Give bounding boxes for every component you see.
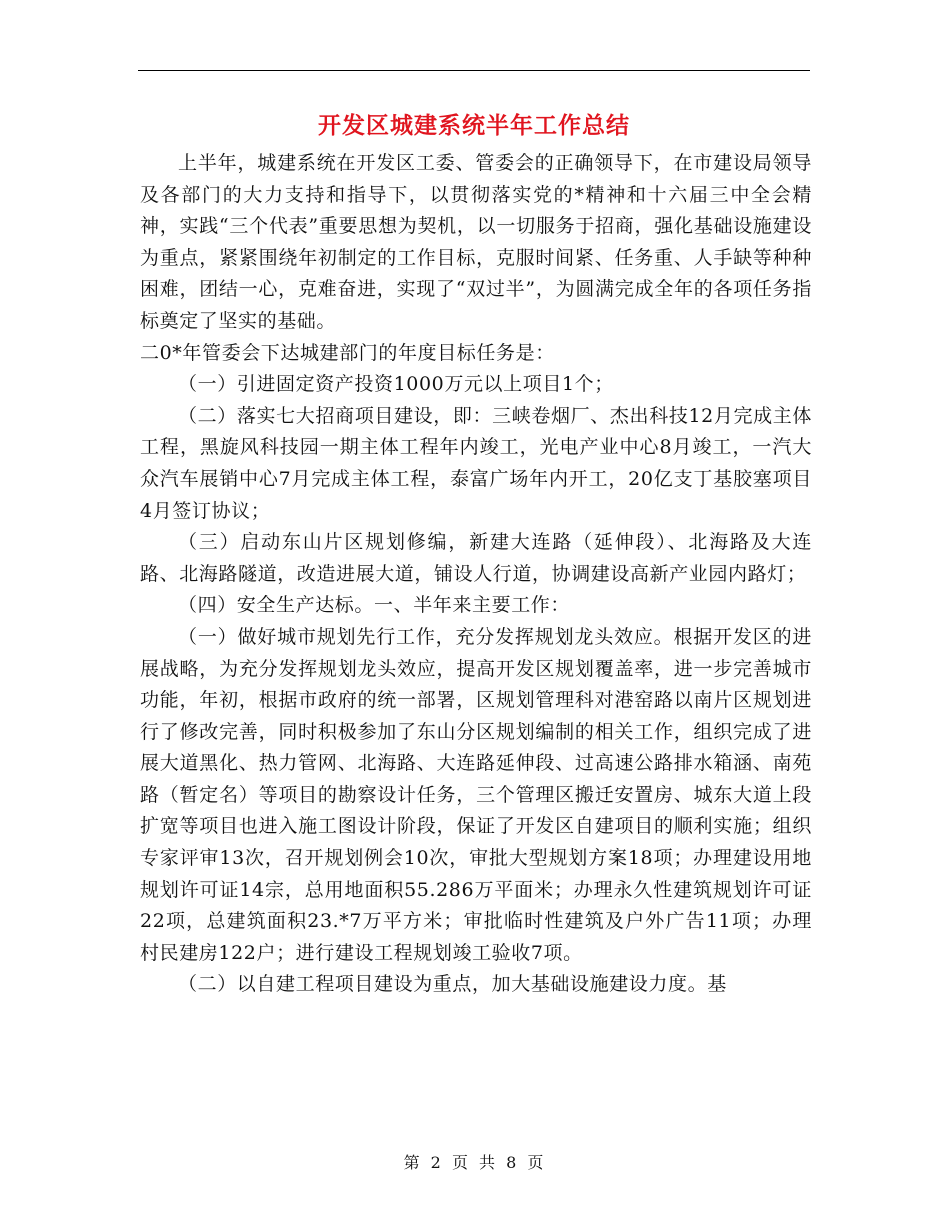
document-title: 开发区城建系统半年工作总结 (318, 112, 630, 139)
document-body (140, 148, 812, 1001)
paragraph-work-infrastructure: （二）以自建工程项目建设为重点，加大基础设施建设力度。基 (178, 973, 727, 996)
paragraph-target-1: （一）引进固定资产投资1000万元以上项目1个； (178, 373, 614, 396)
paragraph-annual-targets: 二0*年管委会下达城建部门的年度目标任务是： (140, 341, 555, 364)
paragraph-target-2: （二）落实七大招商项目建设，即：三峡卷烟厂、杰出科技12月完成主体工程，黑旋风科技园一期主体工程年内竣工，光电产业中心8月竣工，一汽大众汽车展销中心7月完成主体工程，泰富广场年内开工，20亿支丁基胶塞项目4月签订协议； (140, 404, 812, 522)
header-rule (138, 70, 810, 71)
page-number-footer: 第 2 页 共 8 页 (403, 1153, 547, 1172)
paragraph-target-4: （四）安全生产达标。一、半年来主要工作： (178, 594, 571, 617)
paragraph-work-planning: （一）做好城市规划先行工作，充分发挥规划龙头效应。根据开发区的进展战略，为充分发挥规划龙头效应，提高开发区规划覆盖率，进一步完善城市功能，年初，根据市政府的统一部署，区规划管理科对港窑路以南片区规划进行了修改完善，同时积极参加了东山分区规划编制的相关工作，组织完成了进展大道黑化、热力管网、北海路、大连路延伸段、过高速公路排水箱涵、南苑路（暂定名）等项目的勘察设计任务，三个管理区搬迁安置房、城东大道上段扩宽等项目也进入施工图设计阶段，保证了开发区自建项目的顺利实施；组织专家评审13次，召开规划例会10次，审批大型规划方案18项；办理建设用地规划许可证14宗，总用地面积55.286万平面米；办理永久性建筑规划许可证22项，总建筑面积23.*7万平方米；审批临时性建筑及户外广告11项；办理村民建房122户；进行建设工程规划竣工验收7项。 (140, 625, 812, 964)
paragraph-intro: 上半年，城建系统在开发区工委、管委会的正确领导下，在市建设局领导及各部门的大力支持和指导下，以贯彻落实党的*精神和十六届三中全会精神，实践“三个代表”重要思想为契机，以一切服务于招商，强化基础设施建设为重点，紧紧围绕年初制定的工作目标，克服时间紧、任务重、人手缺等种种困难，团结一心，克难奋进，实现了“双过半”，为圆满完成全年的各项任务指标奠定了坚实的基础。 (140, 152, 812, 332)
paragraph-target-3: （三）启动东山片区规划修编，新建大连路（延伸段）、北海路及大连路、北海路隧道，改造进展大道，铺设人行道，协调建设高新产业园内路灯； (140, 531, 812, 585)
